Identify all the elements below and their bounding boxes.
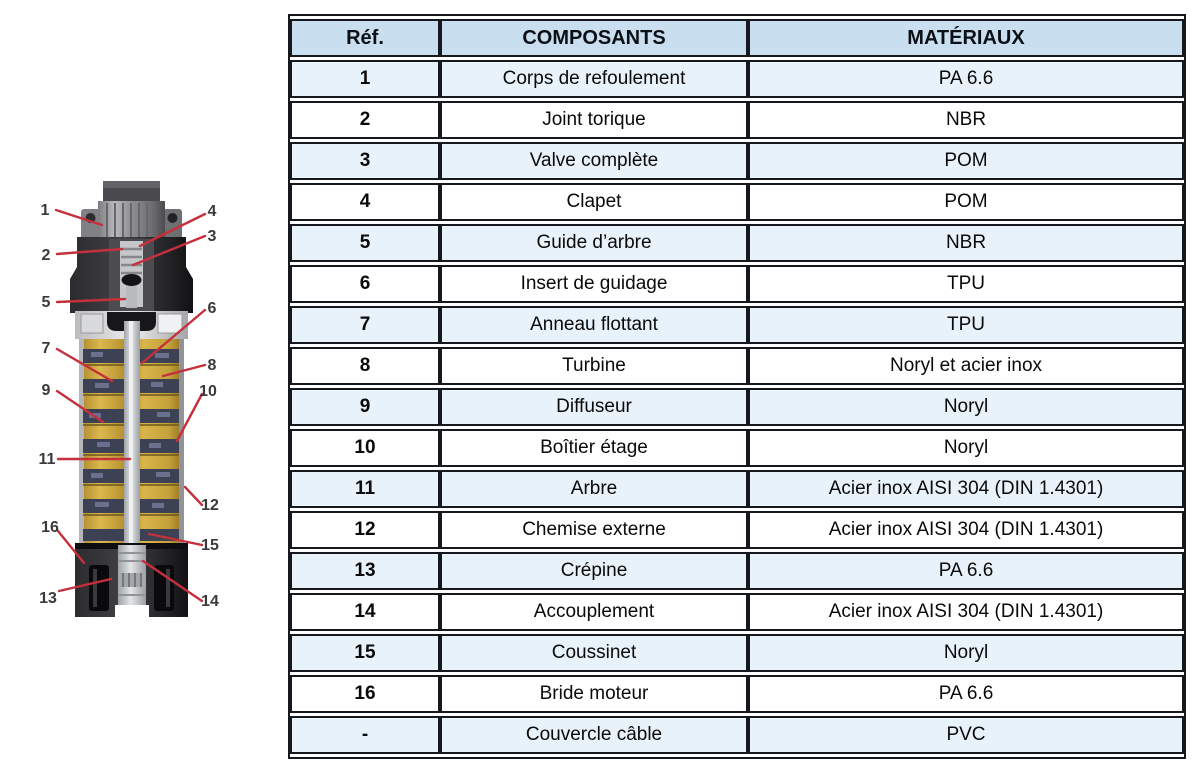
cell-material: Noryl <box>748 634 1184 672</box>
cell-ref: 1 <box>290 60 440 98</box>
callout-label: 14 <box>201 593 219 610</box>
header-composants: COMPOSANTS <box>440 19 748 57</box>
cell-material: Noryl et acier inox <box>748 347 1184 385</box>
cell-ref: 9 <box>290 388 440 426</box>
callout-leader-line <box>185 487 202 505</box>
table-row <box>290 265 1184 303</box>
header-materiaux: MATÉRIAUX <box>748 19 1184 57</box>
cell-component: Arbre <box>440 470 748 508</box>
cell-component: Anneau flottant <box>440 306 748 344</box>
callout-label: 9 <box>41 382 51 399</box>
cell-material: POM <box>748 142 1184 180</box>
callout-label: 13 <box>39 590 57 607</box>
table-row <box>290 183 1184 221</box>
cell-component: Turbine <box>440 347 748 385</box>
cell-component: Insert de guidage <box>440 265 748 303</box>
callout-label: 5 <box>41 294 51 311</box>
callout-label: 15 <box>201 537 219 554</box>
cell-material: POM <box>748 183 1184 221</box>
cell-component: Boîtier étage <box>440 429 748 467</box>
cell-material: Acier inox AISI 304 (DIN 1.4301) <box>748 511 1184 549</box>
cell-ref: 12 <box>290 511 440 549</box>
cell-material: NBR <box>748 224 1184 262</box>
cell-ref: 2 <box>290 101 440 139</box>
callout-label: 16 <box>41 519 59 536</box>
cell-component: Clapet <box>440 183 748 221</box>
cell-component: Coussinet <box>440 634 748 672</box>
cell-material: PA 6.6 <box>748 60 1184 98</box>
callout-label: 12 <box>201 497 219 514</box>
cell-ref: 5 <box>290 224 440 262</box>
cell-material: Acier inox AISI 304 (DIN 1.4301) <box>748 470 1184 508</box>
table-row <box>290 429 1184 467</box>
cell-ref: 13 <box>290 552 440 590</box>
table-row <box>290 306 1184 344</box>
cell-material: PA 6.6 <box>748 675 1184 713</box>
cell-ref: - <box>290 716 440 754</box>
table-row <box>290 60 1184 98</box>
cell-material: PVC <box>748 716 1184 754</box>
cell-component: Guide d’arbre <box>440 224 748 262</box>
cell-ref: 11 <box>290 470 440 508</box>
callout-label: 3 <box>207 228 217 245</box>
cell-component: Diffuseur <box>440 388 748 426</box>
cell-component: Joint torique <box>440 101 748 139</box>
cell-material: TPU <box>748 306 1184 344</box>
cell-material: Noryl <box>748 388 1184 426</box>
table-row <box>290 716 1184 754</box>
callout-label: 8 <box>207 357 217 374</box>
cell-ref: 14 <box>290 593 440 631</box>
cell-material: Noryl <box>748 429 1184 467</box>
cell-material: NBR <box>748 101 1184 139</box>
callout-label: 11 <box>38 451 56 468</box>
cell-material: PA 6.6 <box>748 552 1184 590</box>
callout-label: 1 <box>40 202 50 219</box>
table-row <box>290 224 1184 262</box>
callout-label: 4 <box>207 203 217 220</box>
cell-ref: 3 <box>290 142 440 180</box>
cell-ref: 6 <box>290 265 440 303</box>
cell-component: Bride moteur <box>440 675 748 713</box>
callout-label: 7 <box>41 340 51 357</box>
materials-table <box>290 16 1184 757</box>
cell-ref: 4 <box>290 183 440 221</box>
cell-component: Chemise externe <box>440 511 748 549</box>
table-row <box>290 552 1184 590</box>
callout-label: 2 <box>41 247 51 264</box>
cell-ref: 8 <box>290 347 440 385</box>
table-row <box>290 388 1184 426</box>
callout-label: 10 <box>199 383 217 400</box>
cell-ref: 7 <box>290 306 440 344</box>
pump-body-art <box>70 181 193 617</box>
cell-component: Couvercle câble <box>440 716 748 754</box>
cell-component: Crépine <box>440 552 748 590</box>
table-row <box>290 593 1184 631</box>
cell-component: Accouplement <box>440 593 748 631</box>
table-header-row <box>290 19 1184 57</box>
cell-ref: 10 <box>290 429 440 467</box>
table-row <box>290 470 1184 508</box>
table-row <box>290 675 1184 713</box>
table-row <box>290 347 1184 385</box>
cell-ref: 15 <box>290 634 440 672</box>
header-ref: Réf. <box>290 19 440 57</box>
table-row <box>290 101 1184 139</box>
callout-label: 6 <box>207 300 217 317</box>
materials-table-frame <box>288 14 1186 759</box>
pump-cutaway-diagram <box>15 173 245 647</box>
cell-material: TPU <box>748 265 1184 303</box>
pump-cutaway-svg <box>15 173 245 647</box>
cell-component: Valve complète <box>440 142 748 180</box>
cell-material: Acier inox AISI 304 (DIN 1.4301) <box>748 593 1184 631</box>
table-row <box>290 634 1184 672</box>
cell-ref: 16 <box>290 675 440 713</box>
table-row <box>290 511 1184 549</box>
cell-component: Corps de refoulement <box>440 60 748 98</box>
table-row <box>290 142 1184 180</box>
